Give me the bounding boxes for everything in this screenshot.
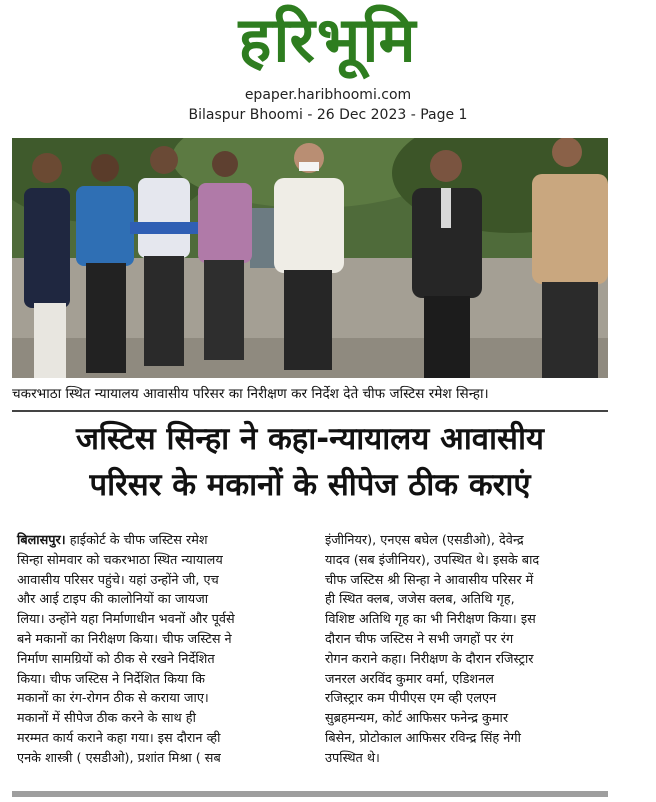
news-photo (12, 138, 608, 378)
article-line: चीफ जस्टिस श्री सिन्हा ने आवासीय परिसर में (325, 572, 534, 588)
article-line-text: हाईकोर्ट के चीफ जस्टिस रमेश (65, 533, 208, 548)
article-line (17, 531, 297, 551)
headline (12, 416, 608, 508)
headline-line-2: परिसर के मकानों के सीपेज ठीक कराएं (89, 467, 531, 503)
article-line: सिन्हा सोमवार को चकरभाठा स्थित न्यायालय (17, 552, 223, 568)
article-line: रजिस्ट्रार कम पीपीएस एम व्ही एलएन (325, 691, 497, 707)
article-line: विशिष्ट अतिथि गृह का भी निरीक्षण किया। इस (325, 612, 536, 628)
article-line: दौरान चीफ जस्टिस ने सभी जगहों पर रंग (325, 631, 514, 647)
masthead-logo: हरिभूमि (238, 3, 418, 76)
article-line: ही स्थित क्लब, जजेस क्लब, अतिथि गृह, (325, 592, 515, 608)
dateline: बिलासपुर। (17, 533, 66, 548)
article-line: मकानों में सीपेज ठीक करने के साथ ही (17, 711, 196, 727)
article-line: जनरल अरविंद कुमार वर्मा, एडिशनल (325, 671, 494, 687)
article-line: लिया। उन्होंने यहा निर्माणाधीन भवनों और पूर्वसे (17, 612, 235, 628)
article-line: मरम्मत कार्य कराने कहा गया। इस दौरान व्ही (17, 730, 221, 746)
article-line: निर्माण सामग्रियों को ठीक से रखने निर्देशित (17, 651, 215, 667)
article-line: सुब्रहमन्यम, कोर्ट आफिसर फनेन्द्र कुमार (325, 711, 509, 727)
headline-line-1: जस्टिस सिन्हा ने कहा-न्यायालय आवासीय (75, 421, 545, 457)
article-line: यादव (सब इंजीनियर), उपस्थित थे। इसके बाद (325, 552, 540, 568)
article-line: बिसेन, प्रोटोकाल आफिसर रविन्द्र सिंह नेगी (325, 730, 521, 746)
footer-bar (12, 791, 608, 797)
article-line: बने मकानों का निरीक्षण किया। चीफ जस्टिस ने (17, 631, 232, 647)
article-line: किया। चीफ जस्टिस ने निर्देशित किया कि (17, 671, 205, 687)
edition-line: Bilaspur Bhoomi - 26 Dec 2023 - Page 1 (188, 107, 468, 123)
article-line: इंजीनियर), एनएस बघेल (एसडीओ), देवेन्द्र (325, 533, 524, 548)
article-line: रोगन कराने कहा। निरीक्षण के दौरान रजिस्ट्रार (325, 651, 534, 667)
article-line: आवासीय परिसर पहुंचे। यहां उन्होंने जी, एच (17, 572, 219, 588)
photo-caption: चकरभाठा स्थित न्यायालय आवासीय परिसर का निरीक्षण कर निर्देश देते चीफ जस्टिस रमेश सिन्हा। (12, 386, 489, 402)
article-column-left (17, 531, 297, 769)
section-divider (12, 410, 608, 412)
article-line: एनके शास्त्री ( एसडीओ), प्रशांत मिश्रा ( सब (17, 750, 221, 766)
article-column-right (325, 531, 605, 769)
article-line: मकानों का रंग-रोगन ठीक से कराया जाए। (17, 691, 209, 707)
article-line: उपस्थित थे। (325, 750, 380, 766)
epaper-url: epaper.haribhoomi.com (244, 87, 412, 103)
article-line: और आई टाइप की कालोनियों का जायजा (17, 592, 209, 608)
